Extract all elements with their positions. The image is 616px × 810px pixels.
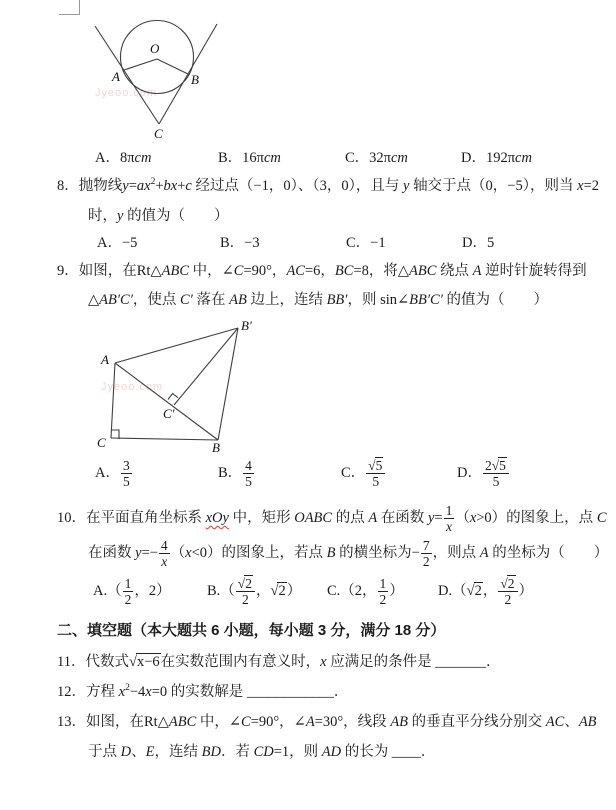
question-13-line-2: 于点 D、E，连结 BD．若 CD=1，则 AD 的长为 ____． bbox=[88, 744, 436, 760]
question-9-line-1: 9．如图，在Rt△ABC 中，∠C=90°，AC=6，BC=8，将△ABC 绕点 A 逆时针旋转得到 bbox=[57, 263, 587, 279]
point-label-cp: C′ bbox=[163, 406, 175, 421]
option-10b: B.（ $\frac{√2}{2}$ ，√2） bbox=[207, 576, 302, 608]
side-ab bbox=[115, 363, 218, 440]
question-8-line-1: 8．抛物线$y=ax^2+bx+c$ 经过点（−1，0）、（3，0），且与 y 轴交于点（0，−5），则当 x=2 bbox=[57, 177, 599, 194]
watermark: Jyeoo.com bbox=[95, 87, 158, 99]
option-10a: A.（ $\frac{1}{2}$ ，2） bbox=[93, 576, 171, 608]
option-7b: B．16πcm bbox=[218, 150, 281, 166]
option-9a: A． $\frac{3}{5}$ bbox=[95, 458, 130, 490]
question-8-line-2: 时，y 的值为（ ） bbox=[88, 208, 229, 224]
side-bpcp bbox=[174, 328, 238, 405]
option-8d: D．5 bbox=[462, 235, 495, 251]
side-cb bbox=[111, 438, 218, 440]
point-label-o: O bbox=[150, 41, 160, 56]
frame-corner-vertical bbox=[79, 0, 80, 14]
triangle-figure bbox=[95, 318, 260, 456]
option-9b: B． $\frac{4}{5}$ bbox=[218, 458, 252, 490]
option-8c: C．−1 bbox=[346, 235, 386, 251]
right-angle-mark-cp bbox=[168, 394, 178, 400]
question-10-line-1: 10．在平面直角坐标系 xOy 中，矩形 OABC 的点 A 在函数 y= $\frac{1}{x}$ （x>0）的图象上，点 C bbox=[57, 503, 607, 535]
point-label-a: A bbox=[112, 69, 120, 84]
option-7a: A．8πcm bbox=[95, 150, 152, 166]
watermark: Jyeoo.com bbox=[101, 381, 164, 393]
radius-oa bbox=[124, 59, 157, 70]
option-8b: B．−3 bbox=[220, 235, 260, 251]
point-label-c: C bbox=[97, 435, 106, 450]
option-8a: A．−5 bbox=[97, 235, 138, 251]
side-bpb bbox=[218, 328, 238, 440]
question-9-line-2: △AB′C′，使点 C′ 落在 AB 边上，连结 BB′，则 sin∠BB′C′ 的值为（ ） bbox=[88, 292, 549, 308]
point-label-bp: B′ bbox=[241, 318, 252, 333]
option-7c: C．32πcm bbox=[345, 150, 408, 166]
side-abp bbox=[115, 328, 238, 363]
frame-corner-horizontal bbox=[59, 14, 80, 15]
radius-ob bbox=[157, 59, 188, 74]
circle-figure bbox=[86, 8, 236, 142]
question-12: 12．方程 $x^2-4x=0$ 的实数解是 ____________． bbox=[57, 683, 349, 700]
option-9c: C． $\frac{√5}{5}$ bbox=[341, 458, 386, 489]
option-7d: D．192πcm bbox=[461, 150, 532, 166]
point-label-b: B bbox=[212, 440, 220, 455]
option-10d: D.（√2， $\frac{√2}{2}$ ） bbox=[438, 576, 533, 608]
question-13-line-1: 13．如图，在Rt△ABC 中，∠C=90°，∠A=30°，线段 AB 的垂直平分线分别交 AC、AB bbox=[57, 714, 597, 730]
point-label-b: B bbox=[191, 72, 199, 87]
point-label-c: C bbox=[154, 126, 163, 141]
option-10c: C.（2， $\frac{1}{2}$ ） bbox=[327, 576, 404, 608]
point-label-a: A bbox=[101, 352, 109, 367]
option-9d: D． $\frac{2√5}{5}$ bbox=[457, 458, 510, 489]
side-ac bbox=[111, 363, 115, 438]
section-2-header: 二、填空题（本大题共 6 小题，每小题 3 分，满分 18 分） bbox=[57, 622, 446, 639]
question-11: 11．代数式√x−6在实数范围内有意义时，x 应满足的条件是 _______． bbox=[57, 654, 501, 670]
question-10-line-2: 在函数 y=− $\frac{4}{x}$ （x<0）的图象上，若点 B 的横坐标为− $\frac{7}{2}$ ，则点 A 的坐标为（ ） bbox=[88, 538, 609, 570]
